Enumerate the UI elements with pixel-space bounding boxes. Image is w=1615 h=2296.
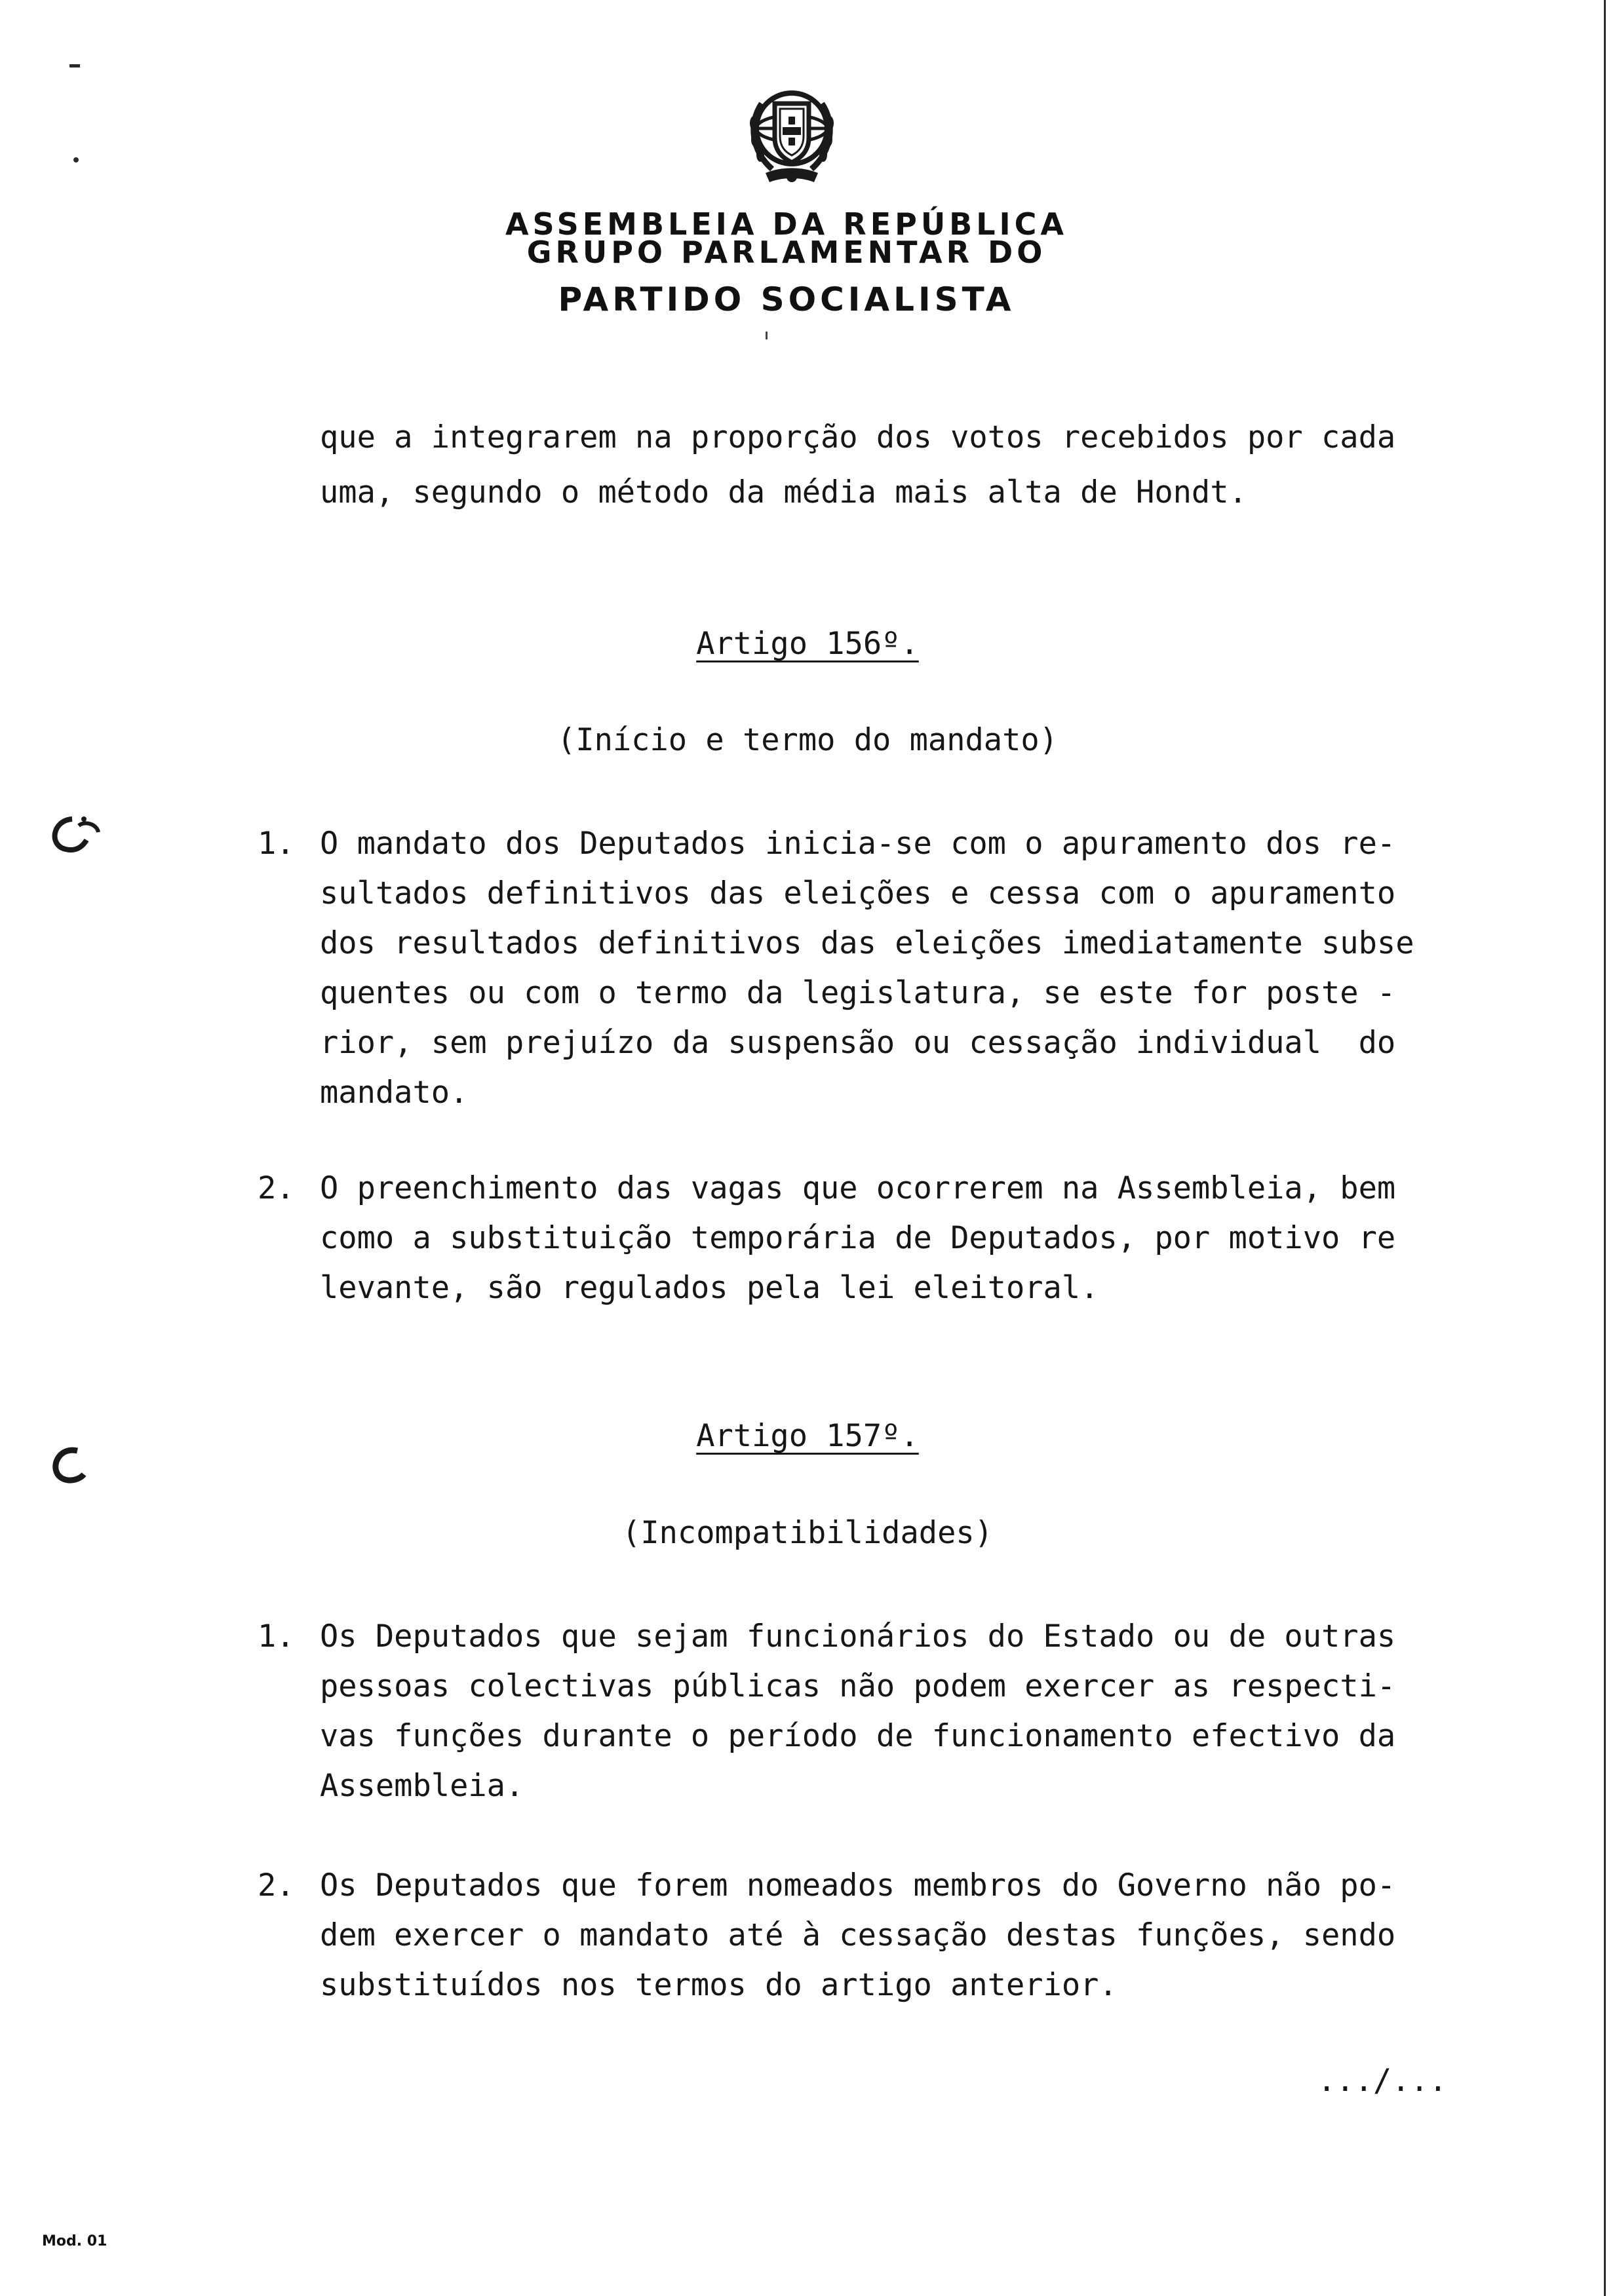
item-line: dem exercer o mandato até à cessação destas funções, sendo	[320, 1917, 1396, 1953]
item-line: vas funções durante o período de funcionamento efectivo da	[320, 1718, 1396, 1754]
scan-speck	[73, 157, 79, 163]
item-number: 2.	[258, 1867, 295, 1904]
punch-hole-mark	[46, 806, 111, 858]
form-code: Mod. 01	[42, 2233, 107, 2249]
article-subtitle: (Incompatibilidades)	[622, 1515, 993, 1551]
item-line: substituídos nos termos do artigo anterior.	[320, 1967, 1118, 2003]
page-edge-line	[1604, 0, 1606, 2296]
item-line: Assembleia.	[320, 1768, 524, 1804]
item-number: 1.	[258, 826, 295, 862]
article-heading	[0, 619, 1615, 669]
item-line: pessoas colectivas públicas não podem exercer as respecti-	[320, 1668, 1396, 1704]
item-line: quentes ou com o termo da legislatura, se este for poste -	[320, 975, 1396, 1011]
letterhead-party: PARTIDO SOCIALISTA	[558, 280, 1015, 318]
article-subtitle: (Início e termo do mandato)	[556, 722, 1058, 758]
intro-line: uma, segundo o método da média mais alta de Hondt.	[320, 474, 1247, 510]
item-number: 2.	[258, 1170, 295, 1206]
item-line: mandato.	[320, 1075, 469, 1111]
item-line: como a substituição temporária de Deputados, por motivo re	[320, 1220, 1396, 1256]
item-line: Os Deputados que forem nomeados membros do Governo não po-	[320, 1867, 1396, 1904]
item-number: 1.	[258, 1618, 295, 1655]
item-line: O mandato dos Deputados inicia-se com o apuramento dos re-	[320, 826, 1396, 862]
continuation-mark: .../...	[1317, 2063, 1448, 2099]
item-line: levante, são regulados pela lei eleitoral.	[320, 1270, 1099, 1306]
item-line: O preenchimento das vagas que ocorrerem na Assembleia, bem	[320, 1170, 1396, 1206]
letterhead-group: GRUPO PARLAMENTAR DO	[526, 235, 1047, 270]
scan-speck	[766, 332, 768, 339]
article-heading-text: Artigo 156º.	[696, 626, 919, 662]
item-line: rior, sem prejuízo da suspensão ou cessação individual do	[320, 1025, 1396, 1061]
item-line: dos resultados definitivos das eleições imediatamente subse	[320, 925, 1414, 961]
item-line: sultados definitivos das eleições e cessa com o apuramento	[320, 875, 1396, 911]
intro-line: que a integrarem na proporção dos votos recebidos por cada	[320, 419, 1396, 455]
article-heading	[0, 1411, 1615, 1461]
coat-of-arms-icon	[742, 77, 842, 189]
letterhead-institution: ASSEMBLEIA DA REPÚBLICA	[505, 206, 1068, 242]
scan-speck	[69, 64, 80, 67]
article-heading-text: Artigo 157º.	[696, 1418, 919, 1454]
item-line: Os Deputados que sejam funcionários do Estado ou de outras	[320, 1618, 1396, 1655]
punch-hole-mark	[47, 1442, 93, 1487]
